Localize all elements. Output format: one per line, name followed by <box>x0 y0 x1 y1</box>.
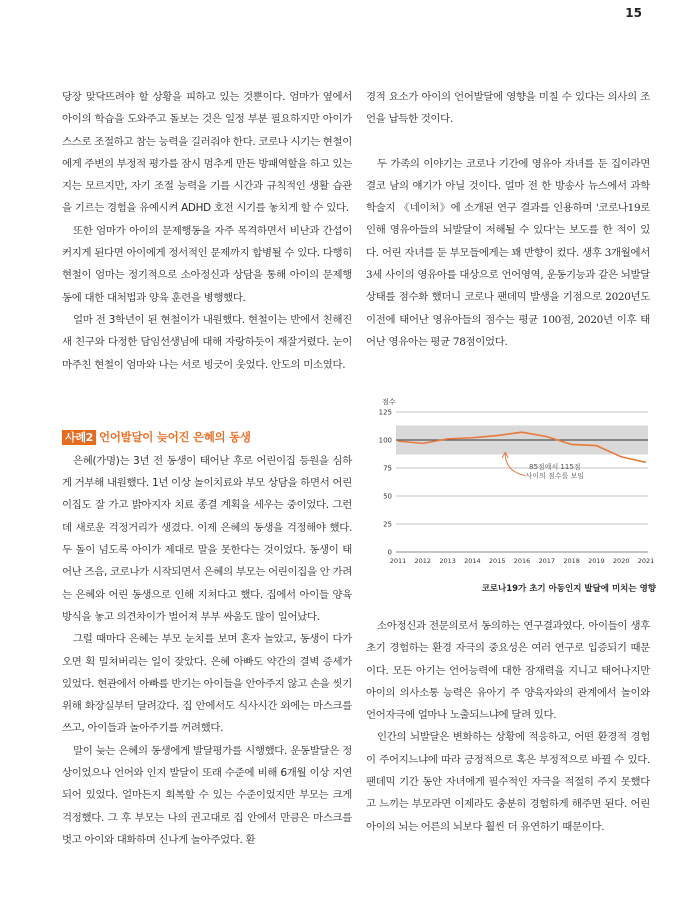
x-tick-label: 2021 <box>637 557 655 565</box>
x-tick-label: 2013 <box>439 557 456 565</box>
x-tick-label: 2016 <box>513 557 531 565</box>
paragraph: 또한 엄마가 아이의 문제행동을 자주 목격하면서 비난과 간섭이 커지게 된다면 아이에게 정서적인 문제까지 합병될 수 있다. 다행히 현철이 엄마는 정기적으로 소아정신과 상담을 통해 아이의 문제행동에 대한 대처법과 양육 훈련을 병행했다. <box>62 224 352 304</box>
x-tick-label: 2020 <box>612 557 630 565</box>
x-tick-label: 2019 <box>588 557 605 565</box>
left-column <box>62 86 352 851</box>
line-chart <box>366 390 656 580</box>
case-title: 언어발달이 늦어진 은혜의 동생 <box>99 429 251 444</box>
x-tick-label: 2018 <box>563 557 580 565</box>
paragraph: 인간의 뇌발달은 변화하는 상황에 적응하고, 어떤 환경적 경험이 주어지느냐에 따라 긍정적으로 혹은 부정적으로 바뀔 수 있다. 팬데믹 기간 동안 자녀에게 필수적인 자극을 적절히 주지 못했다고 느끼는 부모라면 이제라도 충분히 경험하게 해주면 된다. 어린 아이의 뇌는 어른의 뇌보다 훨씬 더 유연하기 때문이다. <box>366 731 650 833</box>
right-column <box>366 86 650 353</box>
paragraph: 은혜(가명)는 3년 전 동생이 태어난 후로 어린이집 등원을 심하게 거부해 내원했다. 1년 이상 놀이치료와 부모 상담을 하면서 어린이집도 잘 가고 밝아지자 치료 종결 계획을 세우는 중이었다. 그런데 새로운 걱정거리가 생겼다. 이제 은혜의 동생을 걱정해야 했다. 두 돌이 넘도록 아이가 제대로 말을 못한다는 것이었다. 동생이 태어난 즈음, 코로나가 시작되면서 은혜의 부모는 어린이집을 안 가려는 은혜와 어린 동생으로 인해 지쳐다고 했다. 집에서 아이들 양육방식을 놓고 의견차이가 벌어져 부부 싸움도 많이 일어났다. <box>62 454 352 623</box>
y-tick-label: 100 <box>378 436 392 445</box>
paragraph: 두 가족의 이야기는 코로나 기간에 영유아 자녀를 둔 집이라면 결코 남의 얘기가 아닐 것이다. 얼마 전 한 방송사 뉴스에서 과학학술지 《네이처》에 소개된 연구 결과를 인용하며 '코로나19로 인해 영유아들의 뇌발달이 저해될 수 있다'는 보도를 한 적이 있다. 어린 자녀를 둔 부모들에게는 꽤 반향이 컸다. 생후 3개월에서 3세 사이의 영유아를 대상으로 언어영역, 운동기능과 같은 뇌발달 상태를 점수화 했더니 코로나 팬데믹 발생을 기점으로 2020년도 이전에 태어난 영유아들의 점수는 평균 100점, 2020년 이후 태어난 영유아는 평균 78점이었다. <box>366 157 650 348</box>
case-heading <box>62 426 352 448</box>
case-tag: 사례2 <box>62 430 96 445</box>
y-tick-label: 50 <box>383 492 392 501</box>
page-number: 15 <box>625 6 642 20</box>
x-tick-label: 2014 <box>464 557 481 565</box>
paragraph: 경적 요소가 아이의 언어발달에 영향을 미칠 수 있다는 의사의 조언을 납득한 것이다. <box>366 91 650 126</box>
paragraph: 그럴 때마다 은혜는 부모 눈치를 보며 혼자 놀았고, 동생이 다가오면 획 밀쳐버리는 일이 잦았다. 은혜 아빠도 약간의 결벽 증세가 있었다. 현관에서 아빠를 반기는 아이들을 안아주지 않고 손을 씻기 위해 화장실부터 달려갔다. 집 안에서도 식사시간 외에는 마스크를 쓰고, 아이들과 놀아주기를 꺼려했다. <box>62 633 352 735</box>
x-tick-label: 2012 <box>414 557 432 565</box>
paragraph: 말이 늦는 은혜의 동생에게 발달평가를 시행했다. 운동발달은 정상이었으나 언어와 인지 발달이 또래 수준에 비해 6개월 이상 지연되어 있었다. 얼마든지 회복할 수 있는 수준이었지만 부모는 크게 걱정했다. 그 후 부모는 나의 권고대로 집 안에서 만큼은 마스크를 벗고 아이와 대화하며 신나게 놀아주었다. 환 <box>62 744 352 846</box>
x-tick-label: 2011 <box>389 557 407 565</box>
paragraph: 당장 맞닥뜨려야 할 상황을 피하고 있는 것뿐이다. 엄마가 옆에서 아이의 학습을 도와주고 돌보는 것은 일정 부분 필요하지만 아이가 스스로 조절하고 참는 능력을 길러줘야 한다. 코로나 시기는 현철이에게 주변의 부정적 평가를 잠시 멈추게 만든 방패역할을 하고 있는지는 모르지만, 자기 조절 능력을 기를 시간과 규칙적인 생활 습관을 기르는 경험을 유예시켜 ADHD 호전 시기를 놓치게 할 수 있다. <box>62 91 352 215</box>
chart-caption: 코로나19가 초기 아동인지 발달에 미치는 영향 <box>481 584 656 594</box>
paragraph: 소아정신과 전문의로서 동의하는 연구결과였다. 아이들이 생후 초기 경험하는 환경 자극의 중요성은 여러 연구로 입증되기 때문이다. 모든 아기는 언어능력에 대한 잠재력을 지니고 태어나지만 아이의 의사소통 능력은 유아기 주 양육자와의 관계에서 놀이와 언어자극에 얼마나 노출되느냐에 달려 있다. <box>366 620 650 722</box>
y-tick-label: 125 <box>378 408 392 417</box>
x-tick-label: 2015 <box>488 557 506 565</box>
y-axis-label: 점수 <box>382 398 396 406</box>
annotation-text: 사이의 점수를 보임 <box>525 472 585 481</box>
y-tick-label: 0 <box>387 548 392 557</box>
annotation-text: 85점에서 115점 <box>529 463 581 472</box>
x-tick-label: 2017 <box>538 557 556 565</box>
y-tick-label: 75 <box>383 464 392 473</box>
right-column-lower <box>366 615 650 838</box>
annotation-arrow <box>505 453 525 475</box>
y-tick-label: 25 <box>383 520 392 529</box>
paragraph: 얼마 전 3학년이 된 현철이가 내원했다. 현철이는 반에서 친해진 새 친구와 다정한 담임선생님에 대해 자랑하듯이 재잘거렸다. 눈이 마주친 현철이 엄마와 나는 서로 빙긋이 웃었다. 안도의 미소였다. <box>62 313 352 371</box>
chart <box>366 390 656 610</box>
